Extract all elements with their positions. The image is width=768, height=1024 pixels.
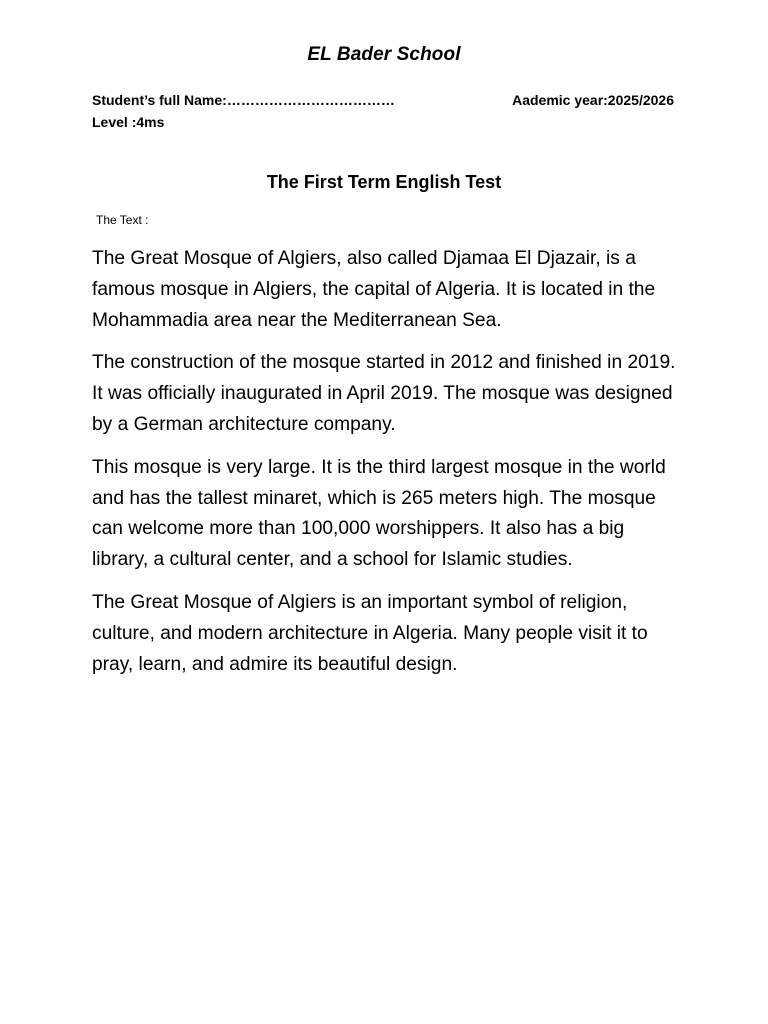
paragraph: The Great Mosque of Algiers is an important symbol of religion, culture, and modern architecture in Algeria. Many people visit it to pray, learn, and admire its beautiful design. (92, 591, 648, 675)
academic-year: Aademic year:2025/2026 (512, 92, 674, 108)
paragraph: The Great Mosque of Algiers, also called Djamaa El Djazair, is a famous mosque in Algiers, the capital of Algeria. It is located in the Mohammadia area near the Mediterranean Sea. (92, 248, 656, 331)
text-section-label: The Text : (96, 213, 149, 227)
school-name: EL Bader School (307, 44, 461, 65)
student-name-field: Student’s full Name:……………………………… (92, 92, 395, 108)
level-label: Level :4ms (92, 114, 165, 130)
paragraph: The construction of the mosque started in 2012 and finished in 2019. It was officially inaugurated in April 2019. The mosque was designed by a German architecture company. (92, 352, 676, 435)
reading-text (92, 244, 678, 692)
test-title: The First Term English Test (266, 172, 502, 192)
paragraph: This mosque is very large. It is the third largest mosque in the world and has the tallest minaret, which is 265 meters high. The mosque can welcome more than 100,000 worshippers. It also has a big library, a cultural center, and a school for Islamic studies. (92, 456, 666, 571)
